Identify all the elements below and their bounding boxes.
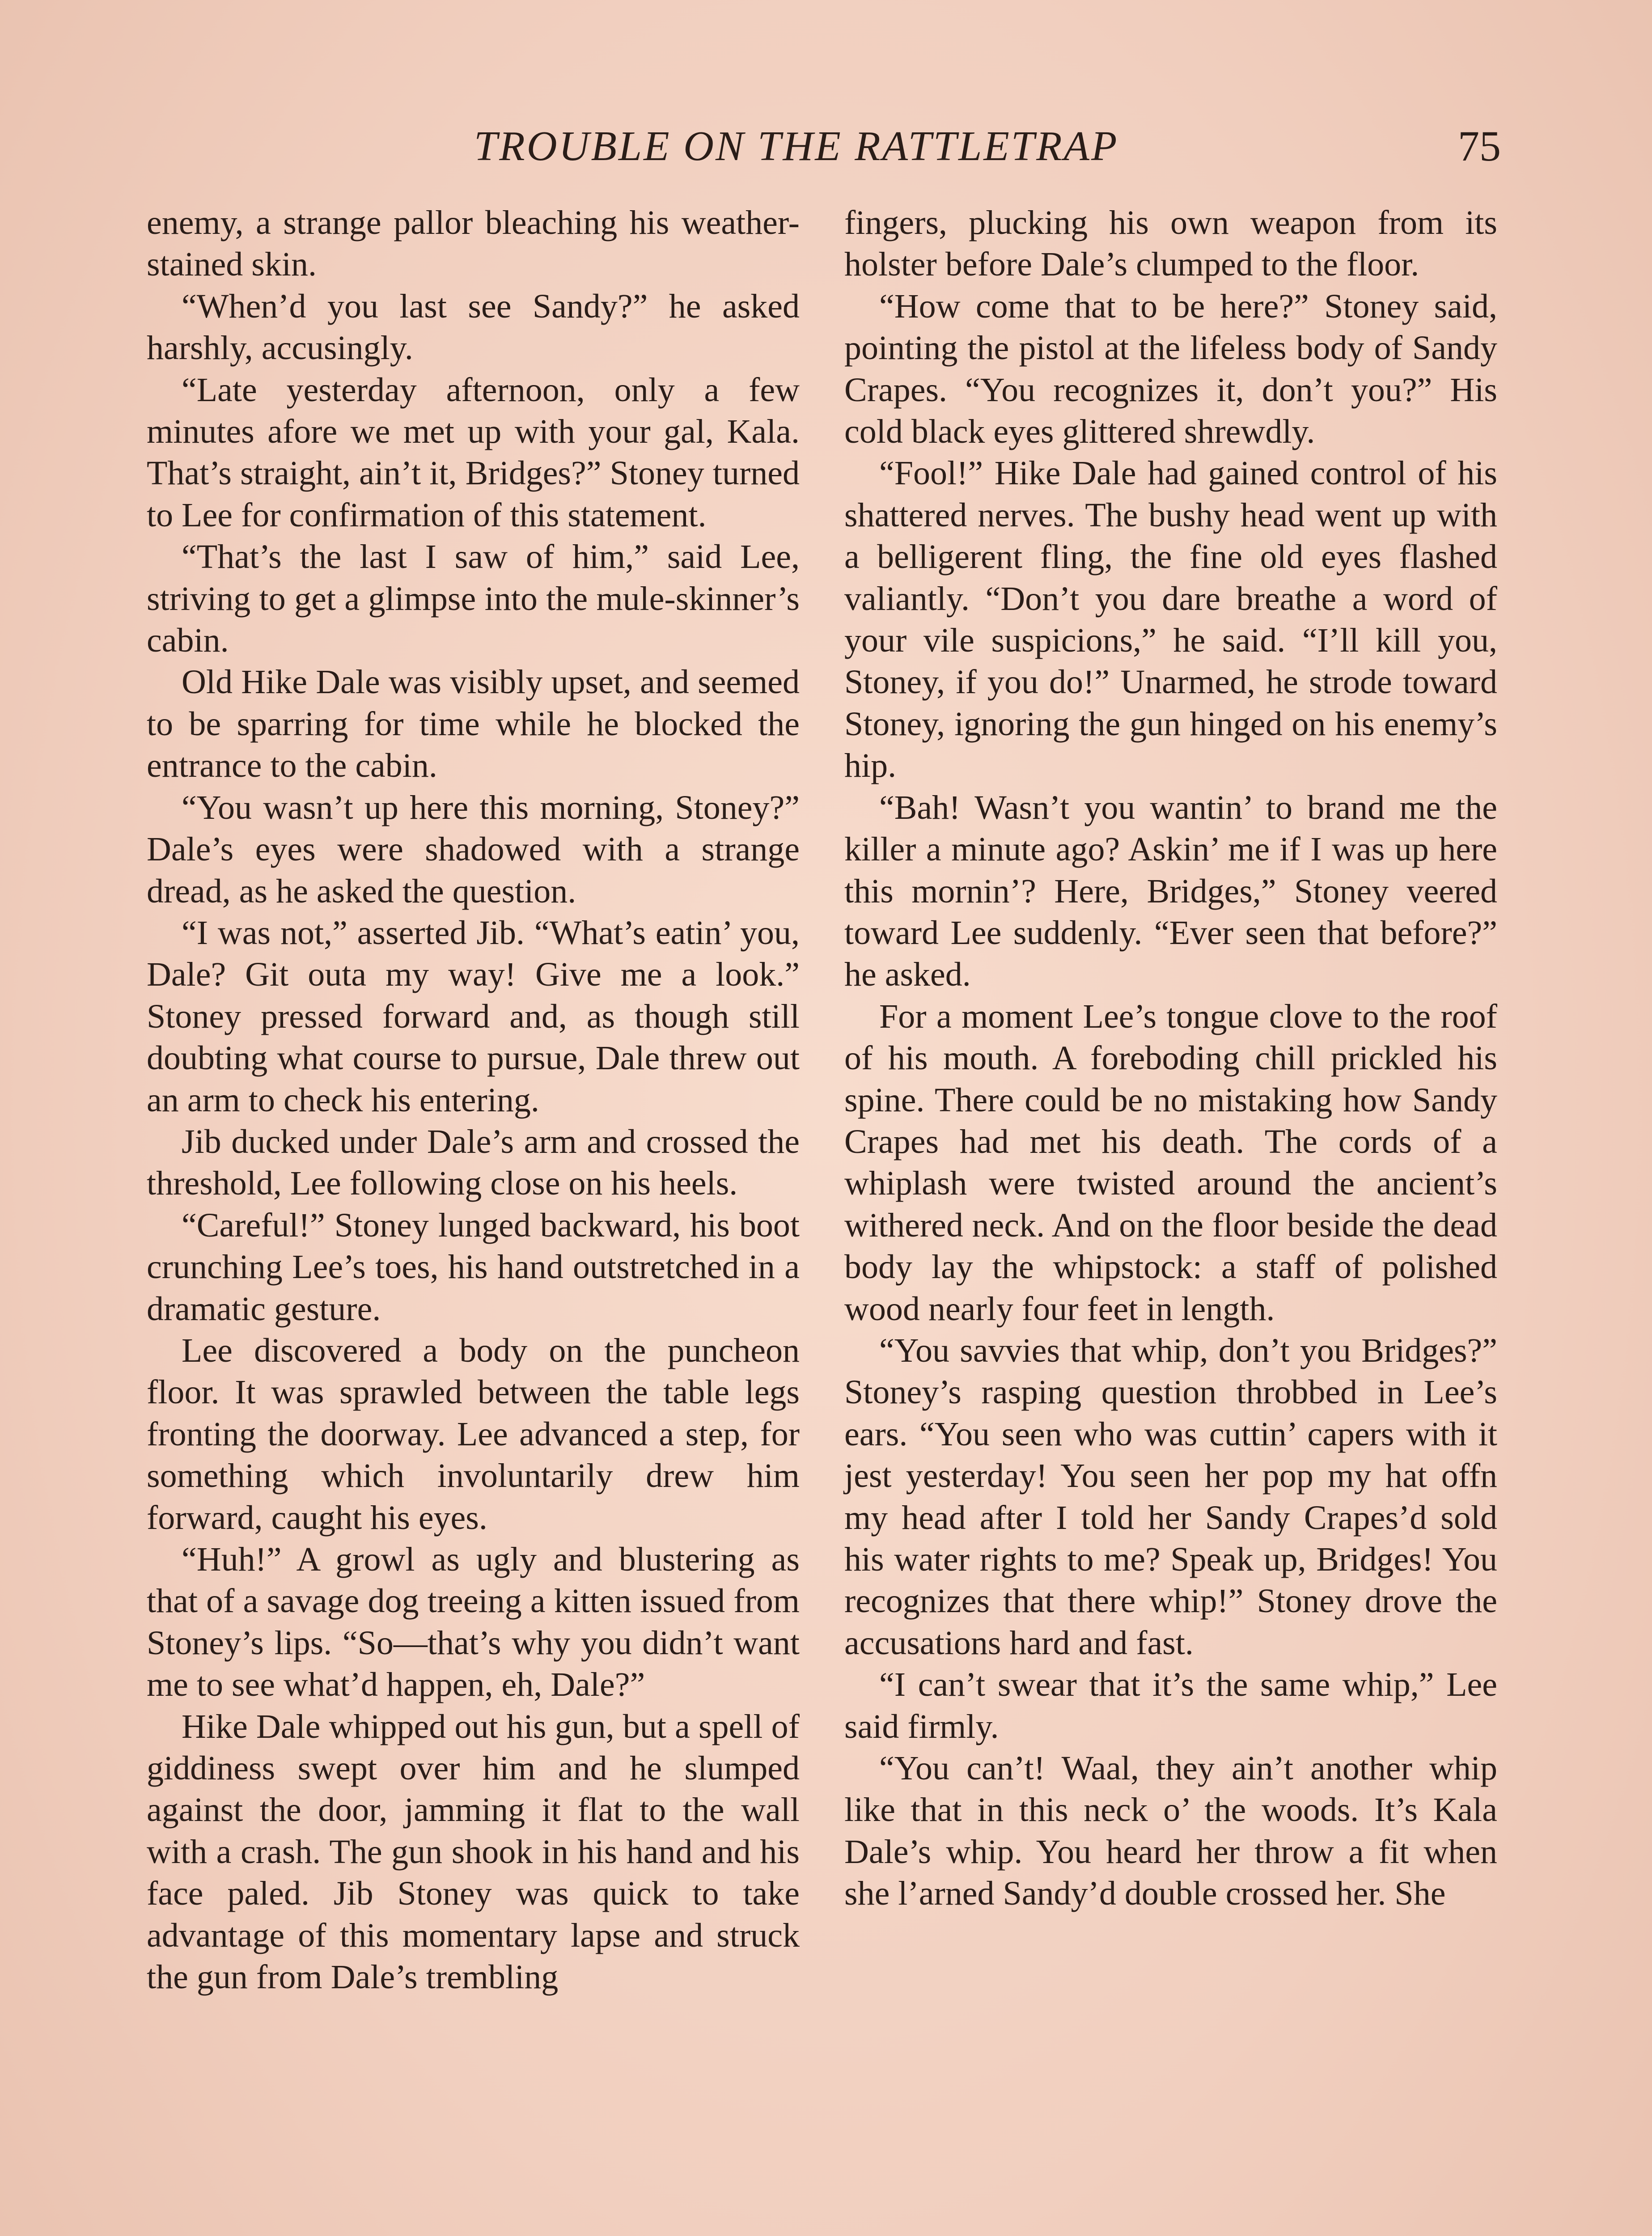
paragraph: “I can’t swear that it’s the same whip,” Lee said firmly. <box>844 1666 1497 1745</box>
paragraph: “You savvies that whip, don’t you Bridges?” Stoney’s rasping question throbbed in Lee’s ears. “You seen who was cuttin’ capers with it jest yesterday! You seen her pop my hat offn my head after I told her Sandy Crapes’d sold his water rights to me? Speak up, Bridges! You recognizes that there whip!” Stoney drove the accusations hard and fast. <box>844 1331 1497 1662</box>
paragraph: “That’s the last I saw of him,” said Lee, striving to get a glimpse into the mule-skinner’s cabin. <box>147 538 800 660</box>
paragraph: “How come that to be here?” Stoney said, pointing the pistol at the lifeless body of Sandy Crapes. “You recognizes it, don’t you?” His cold black eyes glittered shrewdly. <box>844 287 1497 451</box>
paragraph: “Late yesterday afternoon, only a few minutes afore we met up with your gal, Kala. That’s straight, ain’t it, Bridges?” Stoney turned to Lee for confirmation of this statement. <box>147 371 800 534</box>
paragraph: Lee discovered a body on the puncheon floor. It was sprawled between the table legs fronting the doorway. Lee advanced a step, for something which involuntarily drew him forward, caught his eyes. <box>147 1331 800 1537</box>
paragraph: enemy, a strange pallor bleaching his weather-stained skin. <box>147 204 800 284</box>
paragraph: “You can’t! Waal, they ain’t another whip like that in this neck o’ the woods. It’s Kala Dale’s whip. You heard her throw a fit when she l’arned Sandy’d double crossed her. She <box>844 1749 1497 1913</box>
page-header <box>0 117 1652 175</box>
paragraph: “When’d you last see Sandy?” he asked harshly, accusingly. <box>147 287 800 367</box>
left-column <box>147 202 800 1998</box>
paragraph: “Fool!” Hike Dale had gained control of his shattered nerves. The bushy head went up with a belligerent fling, the fine old eyes flashed valiantly. “Don’t you dare breathe a word of your vile suspicions,” he said. “I’ll kill you, Stoney, if you do!” Unarmed, he strode toward Stoney, ignoring the gun hinged on his enemy’s hip. <box>844 454 1497 785</box>
paragraph: Jib ducked under Dale’s arm and crossed the threshold, Lee following close on his heels. <box>147 1122 800 1203</box>
right-column <box>844 202 1497 1915</box>
paragraph: For a moment Lee’s tongue clove to the roof of his mouth. A foreboding chill prickled his spine. There could be no mistaking how Sandy Crapes had met his death. The cords of a whiplash were twisted around the ancient’s withered neck. And on the floor beside the dead body lay the whipstock: a staff of polished wood nearly four feet in length. <box>844 997 1497 1328</box>
paragraph: “I was not,” asserted Jib. “What’s eatin’ you, Dale? Git outa my way! Give me a look.” Stoney pressed forward and, as though still doubting what course to pursue, Dale threw out an arm to check his entering. <box>147 914 800 1119</box>
page-number: 75 <box>1458 122 1501 170</box>
running-title: TROUBLE ON THE RATTLETRAP <box>474 123 1119 169</box>
paragraph: Hike Dale whipped out his gun, but a spell of giddiness swept over him and he slumped against the door, jamming it flat to the wall with a crash. The gun shook in his hand and his face paled. Jib Stoney was quick to take advantage of this momentary lapse and struck the gun from Dale’s trembling <box>147 1707 800 1996</box>
paragraph: “Huh!” A growl as ugly and blustering as that of a savage dog treeing a kitten issued from Stoney’s lips. “So—that’s why you didn’t want me to see what’d happen, eh, Dale?” <box>147 1541 800 1704</box>
paragraph: “Bah! Wasn’t you wantin’ to brand me the killer a minute ago? Askin’ me if I was up here this mornin’? Here, Bridges,” Stoney veered toward Lee suddenly. “Ever seen that before?” he asked. <box>844 788 1497 994</box>
paragraph: “You wasn’t up here this morning, Stoney?” Dale’s eyes were shadowed with a strange dread, as he asked the question. <box>147 788 800 910</box>
paragraph: fingers, plucking his own weapon from its holster before Dale’s clumped to the floor. <box>844 204 1497 284</box>
paragraph: Old Hike Dale was visibly upset, and seemed to be sparring for time while he blocked the entrance to the cabin. <box>147 663 800 785</box>
paragraph: “Careful!” Stoney lunged backward, his boot crunching Lee’s toes, his hand outstretched in a dramatic gesture. <box>147 1206 800 1328</box>
